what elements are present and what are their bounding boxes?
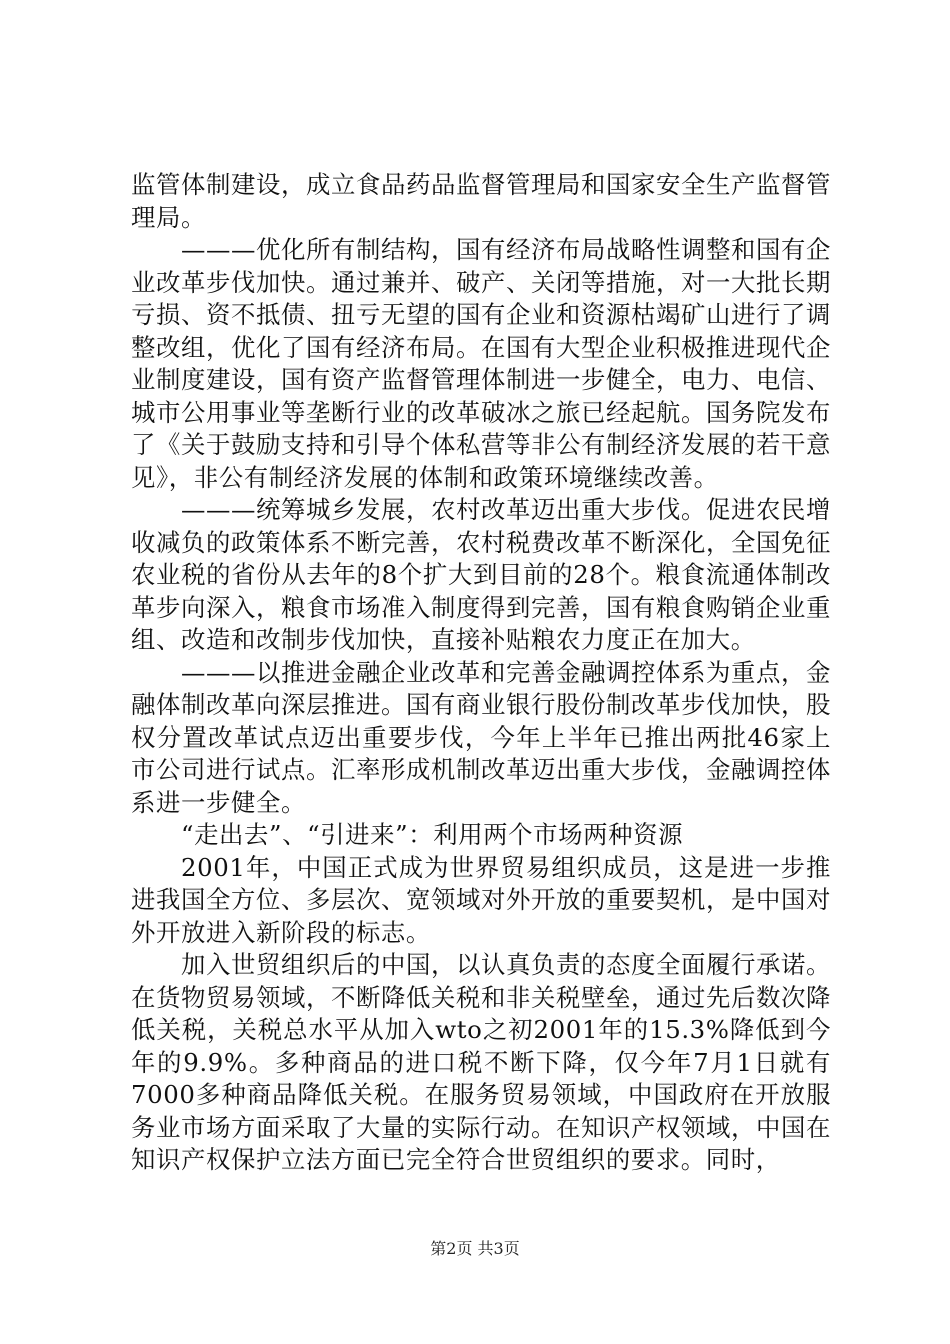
paragraph-ownership-reform: ———优化所有制结构，国有经济布局战略性调整和国有企业改革步伐加快。通过兼并、破产、关闭等措施，对一大批长期亏损、资不抵债、扭亏无望的国有企业和资源枯竭矿山进行了调整改组，优化了国有经济布局。在国有大型企业积极推进现代企业制度建设，国有资产监督管理体制进一步健全，电力、电信、城市公用事业等垄断行业的改革破冰之旅已经起航。国务院发布了《关于鼓励支持和引导个体私营等非公有制经济发展的若干意见》，非公有制经济发展的体制和政策环境继续改善。	[131, 235, 831, 492]
page-number-footer: 第2页 共3页	[430, 1239, 520, 1258]
document-body	[131, 169, 831, 1177]
section-heading: “走出去”、“引进来”：利用两个市场两种资源	[181, 820, 684, 849]
paragraph-continuation: 监管体制建设，成立食品药品监督管理局和国家安全生产监督管理局。	[131, 170, 831, 232]
paragraph-wto-commitments: 加入世贸组织后的中国，以认真负责的态度全面履行承诺。在货物贸易领域，不断降低关税和非关税壁垒，通过先后数次降低关税，关税总水平从加入wto之初2001年的15.3%降低到今年的9.9%。多种商品的进口税不断下降，仅今年7月1日就有7000多种商品降低关税。在服务贸易领域，中国政府在开放服务业市场方面采取了大量的实际行动。在知识产权领域，中国在知识产权保护立法方面已完全符合世贸组织的要求。同时，	[131, 950, 831, 1174]
paragraph-wto-accession: 2001年，中国正式成为世界贸易组织成员，这是进一步推进我国全方位、多层次、宽领域对外开放的重要契机，是中国对外开放进入新阶段的标志。	[131, 852, 831, 947]
paragraph-financial-reform: ———以推进金融企业改革和完善金融调控体系为重点，金融体制改革向深层推进。国有商业银行股份制改革步伐加快，股权分置改革试点迈出重要步伐，今年上半年已推出两批46家上市公司进行试点。汇率形成机制改革迈出重大步伐，金融调控体系进一步健全。	[131, 657, 831, 817]
paragraph-rural-reform: ———统筹城乡发展，农村改革迈出重大步伐。促进农民增收减负的政策体系不断完善，农村税费改革不断深化，全国免征农业税的省份从去年的8个扩大到目前的28个。粮食流通体制改革步向深入，粮食市场准入制度得到完善，国有粮食购销企业重组、改造和改制步伐加快，直接补贴粮农力度正在加大。	[131, 495, 831, 654]
